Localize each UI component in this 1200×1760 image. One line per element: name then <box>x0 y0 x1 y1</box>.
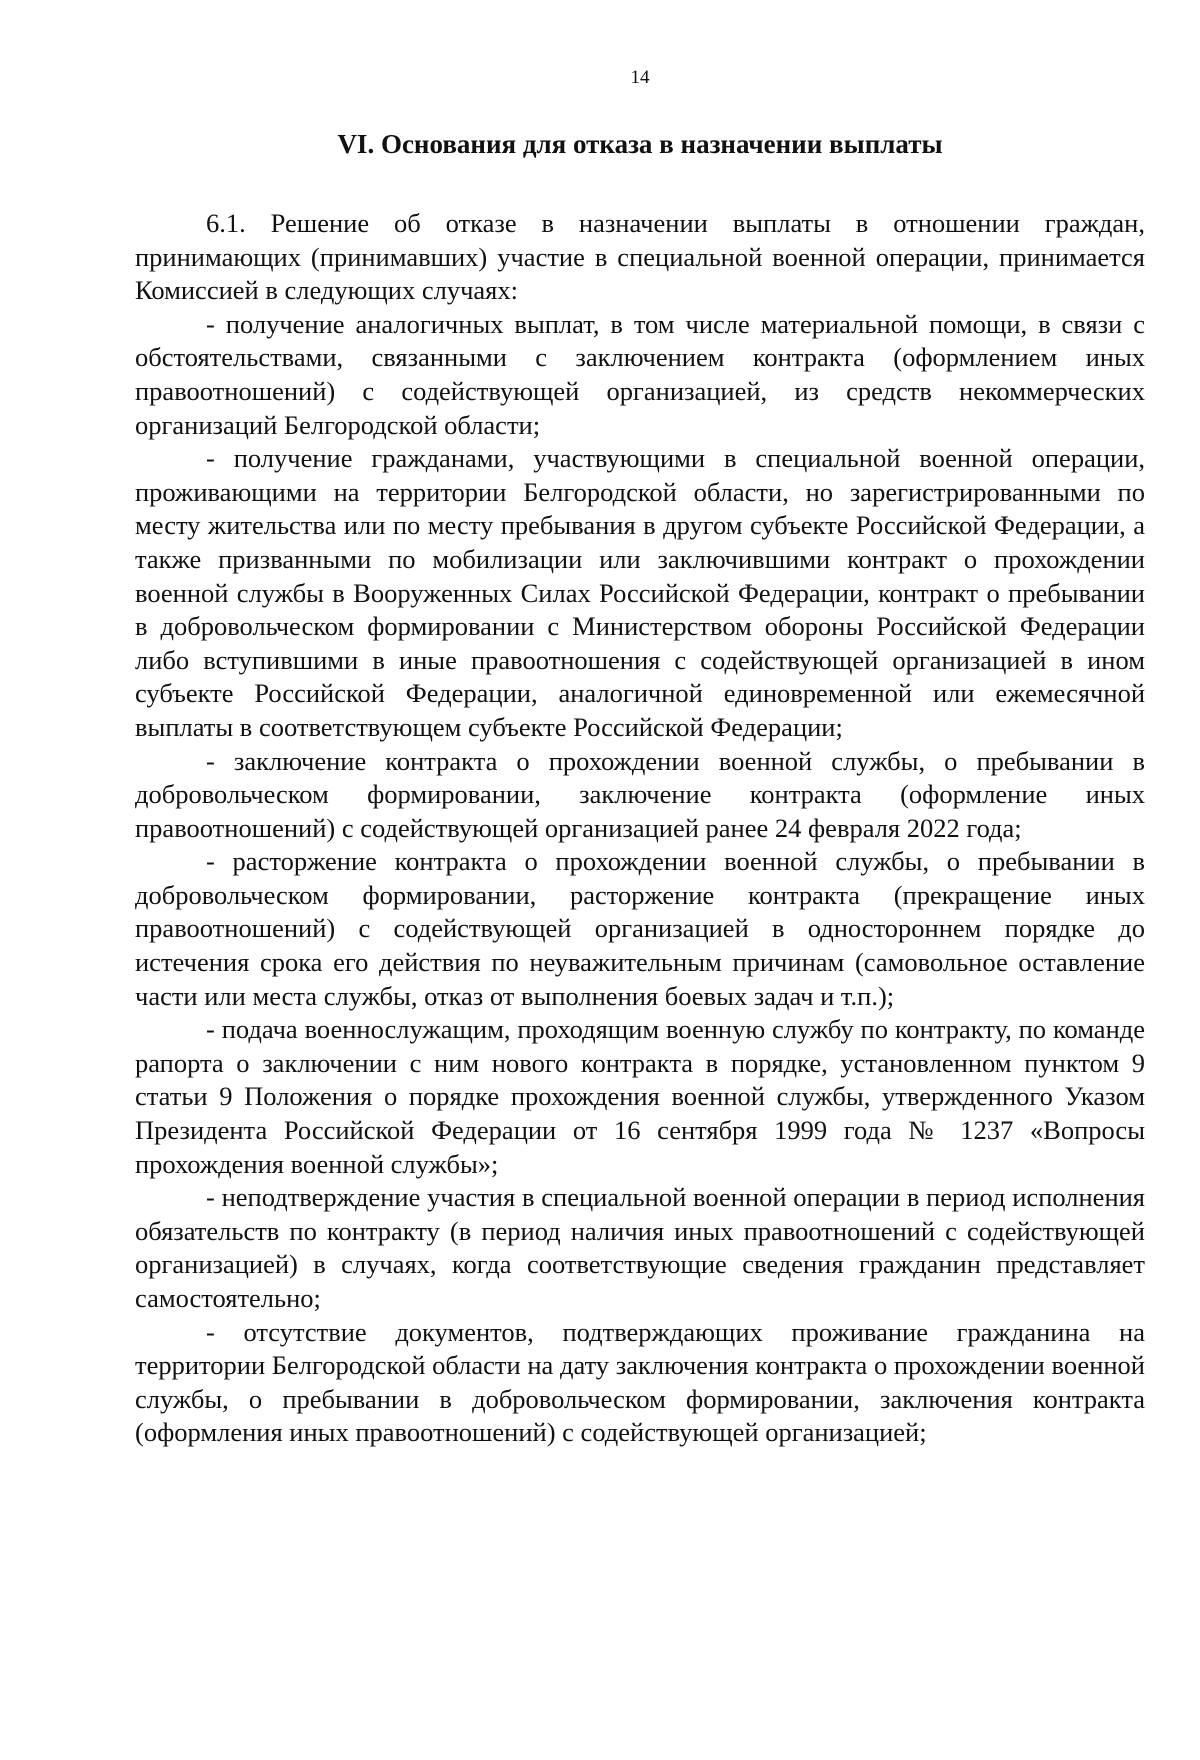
list-item-analogous-payments: - получение аналогичных выплат, в том числе материальной помощи, в связи с обстоятельствами, связанными с заключением контракта (оформлением иных правоотношений) с содействующей организацией, из средств некоммерческих организаций Белгородской области; <box>135 308 1145 440</box>
page-number: 14 <box>630 67 650 88</box>
paragraph-6-1-intro: 6.1. Решение об отказе в назначении выплаты в отношении граждан, принимающих (принимавших) участие в специальной военной операции, принимается Комиссией в следующих случаях: <box>135 208 1145 306</box>
list-item-contract-before-date: - заключение контракта о прохождении военной службы, о пребывании в добровольческом формировании, заключение контракта (оформление иных правоотношений) с содействующей организацией ранее 24 февраля 2022 года; <box>135 745 1145 843</box>
list-item-contract-termination: - расторжение контракта о прохождении военной службы, о пребывании в добровольческом формировании, расторжение контракта (прекращение иных правоотношений) с содействующей организацией в одностороннем порядке до истечения срока его действия по неуважительным причинам (самовольное оставление части или места службы, отказ от выполнения боевых задач и т.п.); <box>135 846 1145 1011</box>
list-item-other-region-payments: - получение гражданами, участвующими в специальной военной операции, проживающими на территории Белгородской области, но зарегистрированными по месту жительства или по месту пребывания в другом субъекте Российской Федерации, а также призванными по мобилизации или заключившими контракт о прохождении военной службы в Вооруженных Силах Российской Федерации, контракт о пребывании в добровольческом формировании с Министерством обороны Российской Федерации либо вступившими в иные правоотношения с содействующей организацией в ином субъекте Российской Федерации, аналогичной единовременной или ежемесячной выплаты в соответствующем субъекте Российской Федерации; <box>135 443 1145 742</box>
document-body <box>135 207 1145 1450</box>
section-title: VI. Основания для отказа в назначении выплаты <box>337 129 943 159</box>
list-item-new-contract-report: - подача военнослужащим, проходящим военную службу по контракту, по команде рапорта о заключении с ним нового контракта в порядке, установленном пунктом 9 статьи 9 Положения о порядке прохождения военной службы, утвержденного Указом Президента Российской Федерации от 16 сентября 1999 года № 1237 «Вопросы прохождения военной службы»; <box>135 1014 1145 1179</box>
list-item-missing-residence-documents: - отсутствие документов, подтверждающих проживание гражданина на территории Белгородской области на дату заключения контракта о прохождении военной службы, о пребывании в добровольческом формировании, заключения контракта (оформления иных правоотношений) с содействующей организацией; <box>135 1316 1145 1448</box>
list-item-participation-unconfirmed: - неподтверждение участия в специальной военной операции в период исполнения обязательств по контракту (в период наличия иных правоотношений с содействующей организацией) в случаях, когда соответствующие сведения гражданин представляет самостоятельно; <box>135 1182 1145 1313</box>
